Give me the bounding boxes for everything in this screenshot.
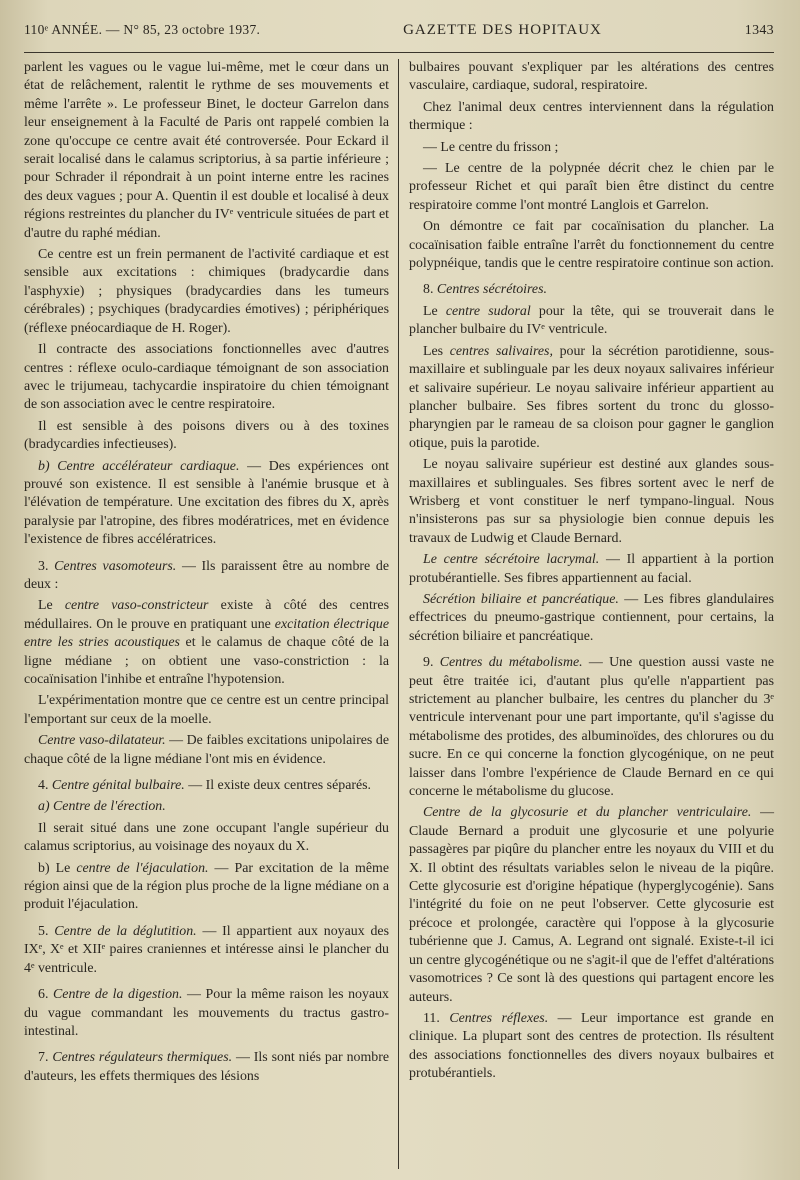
article-columns [24,59,774,1169]
subheading: a) Centre de l'érection. [38,799,166,815]
subheading: Centre de la digestion. [53,987,183,1003]
paragraph: Chez l'animal deux centres interviennent dans la régulation thermique : [409,99,774,134]
section-number: 8. [423,282,437,298]
subheading: Centre de la glycosurie et du plancher ventriculaire. [423,805,752,821]
paragraph-text: — Ils sont niés par nombre d'auteurs, les effets thermiques des lésions [24,1050,390,1084]
paragraph: — Le centre de la polypnée décrit chez le chien par le professeur Richet et qui paraît bien être distinct du centre respiratoire comme l'ont montré Langlois et Garrelon. [409,161,774,213]
paragraph: bulbaires pouvant s'expliquer par les altérations des centres vasculaire, cardiaque, sudoral, respiratoire. [409,60,774,94]
subheading: Le centre sécrétoire lacrymal. [423,552,600,568]
paragraph [409,591,774,646]
subheading: Centres du métabolisme. [439,655,583,671]
paragraph-text: — Une question aussi vaste ne peut être traitée ici, d'autant plus qu'elle n'appartient pas strictement au plancher bulbaire, les centres du plancher du 3ᵉ ventricule intervenant pour une part importante, qu'il s'agisse du métabolisme des protides, des albuminoïdes, des chlorures ou du sucre. En ce qui concerne la fonction glycogénique, on ne peut laisser dans l'ombre l'expérience de Claude Bernard en ce qui concerne le métabolisme du glucose. [409,655,775,800]
paragraph [409,1010,774,1084]
paragraph [409,551,774,588]
subheading: Centre vaso-dilatateur. [38,733,166,749]
paragraph [24,860,389,915]
subheading: Centres réflexes. [449,1010,549,1026]
section-number: 7. [38,1050,53,1066]
paragraph-text: — Pour la même raison les noyaux du vague commandant les mouvements du tractus gastro-intestinal. [24,987,389,1039]
page-header [24,22,774,52]
section-heading [409,281,774,299]
section-number: 5. [38,923,55,939]
section-heading [409,654,774,801]
section-number: 3. [38,558,55,574]
section-number: 9. [423,655,440,671]
subheading: Centres sécrétoires. [436,282,547,298]
paragraph: parlent les vagues ou le vague lui-même, met le cœur dans un état de relâchement, ralentit le rythme de ses mouvements et même l'arrête ». Le professeur Binet, le docteur Garrelon dans leur enseignement à la Faculté de Paris ont rappelé combien la zone qu'occupe ce centre avait été controversée. Pour Eckard il serait localisé dans le calamus scriptorius, à sa partie inférieure ; pour Schrader il répondrait à un point interne entre les racines des deux vagues ; pour A. Quentin il est double et localisé à deux régions restreintes du plancher du IVᵉ ventricule situées de part et d'autre du raphé médian. [24,60,389,241]
paragraph-text: — Il appartient à la portion protubérantielle. Ses fibres appartiennent au facial. [409,552,775,586]
paragraph: Il serait situé dans une zone occupant l'angle supérieur du calamus scriptorius, au voisinage des noyaux du X. [24,820,389,855]
italic-text: excitation électrique entre les stries acoustiques [24,616,390,651]
header-rule [24,52,774,53]
paragraph: — Le centre du frisson ; [423,139,559,155]
paragraph: Il est sensible à des poisons divers ou à des toxines (bradycardies infectieuses). [24,418,389,453]
section-heading [24,777,389,795]
subheading: Centre génital bulbaire. [51,778,185,794]
paragraph: L'expérimentation montre que ce centre est un centre principal l'emportant sur ceux de la moelle. [24,693,389,727]
subheading: centre de l'éjaculation. [76,860,209,876]
paragraph-text: pour la sécrétion parotidienne, sous-maxillaire et sublinguale par les deux noyaux salivaires inférieur et salivaire supérieur. Le noyau salivaire inférieur appartient au plancher bulbaire. Ses fibres sortent du tronc du glosso-pharyngien par le rameau de sa cloison pour gagner le ganglion otique, puis la parotide. [409,343,774,451]
paragraph [24,597,389,689]
right-column [398,59,774,1169]
paragraph [24,458,389,550]
paragraph-text: Le [38,598,65,614]
paragraph-text: b) Le [38,860,77,876]
subheading: Centre de la déglutition. [54,923,197,939]
section-heading [24,923,389,978]
subheading: Centres vasomoteurs. [54,558,177,574]
paragraph: Il contracte des associations fonctionnelles avec d'autres centres : réflexe oculo-cardiaque témoignant de son association avec le trijumeau, tachycardie inspiratoire du chien témoignant de son association avec le centre respiratoire. [24,342,389,413]
subheading: centre vaso-constricteur [64,598,209,614]
paragraph-text: — Les fibres glandulaires effectrices du pneumo-gastrique contiennent, pour certains, la sécrétion biliaire et pancréatique. [409,591,774,644]
subheading: Centres régulateurs thermiques. [52,1050,233,1066]
paragraph: Le noyau salivaire supérieur est destiné aux glandes sous-maxillaires et sublinguales. Ses fibres sortent avec le nerf de Wrisberg et vont constituer le nerf tympano-lingual. Nous n'insisterons pas sur sa physiologie bien connue depuis les travaux de Ludwig et Claude Bernard. [409,457,774,546]
left-column [24,59,398,1169]
section-number: 6. [38,987,54,1003]
paragraph-text: — Ils paraissent être au nombre de deux : [24,558,390,592]
issue-line: 110ᵉ ANNÉE. — N° 85, 23 octobre 1937. [24,22,261,37]
paragraph-text: existe à côté des centres médullaires. On le prouve en pratiquant une [24,598,389,632]
page-number: 1343 [744,23,774,38]
paragraph-text: — Claude Bernard a produit une glycosurie et une polyurie passagères par piqûre du plancher entre les noyaux du VIII et du X. Il obtint des résultats variables selon le niveau de la piqûre. Cette glycosurie est d'origine hépatique (hyperglycogénie). Sans l'intégrité du foie on ne peut l'observer. Cette glycosurie est précoce et prolongée, caractère qui l'oppose à la glycosurie tubérienne que J. Camus, A. Legrand ont signalé. Existe-t-il ici un centre glycogénétique ou ne s'agit-il que de l'effet d'altérations vasomotrices ? Ce sont là des questions qui partagent encore les auteurs. [409,805,774,1005]
subheading: centres salivaires, [449,343,553,359]
paragraph-text: — Leur importance est grande en clinique. La plupart sont des centres de protection. Ils résultent des associations fonctionnelles des divers noyaux bulbaires et protubérantiels. [409,1010,774,1082]
section-number: 11. [423,1010,450,1026]
subheading: centre sudoral [445,303,531,319]
paragraph [409,343,774,453]
paragraph-text: Le [423,303,446,319]
paragraph-text: — Des expériences ont prouvé son existence. Il est sensible à l'anémie brusque et à l'élévation de température. Une excitation des fibres du X, après paralysie par l'atropine, des fibres modératrices, met en évidence l'existence de fibres accélératrices. [24,458,389,548]
paragraph-text: — De faibles excitations unipolaires de chaque côté de la ligne médiane l'ont mis en évidence. [24,733,389,767]
section-heading [24,558,389,595]
paragraph-text: pour la tête, qui se trouverait dans le plancher bulbaire du IVᵉ ventricule. [409,303,775,338]
section-heading [24,986,389,1041]
subheading: b) Centre accélérateur cardiaque. [38,458,240,474]
subheading: Sécrétion biliaire et pancréatique. [423,591,619,607]
paragraph: On démontre ce fait par cocaïnisation du plancher. La cocaïnisation faible entraîne l'arrêt du fonctionnement du centre polypnéique, tandis que le centre respiratoire continue son action. [409,219,774,272]
journal-title: GAZETTE DES HOPITAUX [403,22,602,38]
paragraph-text: — Il existe deux centres séparés. [184,778,372,794]
paragraph-text: et le calamus de chaque côté de la ligne médiane ; on obtient une vaso-constriction : la cocaïnisation l'inhibe et entraîne l'hypotension. [24,635,389,687]
paragraph-text: — Par excitation de la même région ainsi que de la région plus proche de la ligne médiane on a produit l'éjaculation. [24,860,389,913]
paragraph [409,804,774,1006]
paragraph [24,732,389,769]
section-heading [24,1049,389,1086]
paragraph [24,798,389,816]
section-number: 4. [38,778,52,794]
paragraph-text: — Il appartient aux noyaux des IXᵉ, Xᵉ et XIIᵉ paires craniennes et intéresse ainsi le plancher du 4ᵉ ventricule. [24,923,389,976]
paragraph: Ce centre est un frein permanent de l'activité cardiaque et est sensible aux excitations : chimiques (bradycardie dans l'asphyxie) ; physiques (bradycardies dans les tumeurs cérébrales) ; psychiques (bradycardies émotives) ; périphériques (réflexe pnéocardiaque de H. Roger). [24,247,389,336]
paragraph [409,303,774,340]
paragraph-text: Les [423,343,450,359]
